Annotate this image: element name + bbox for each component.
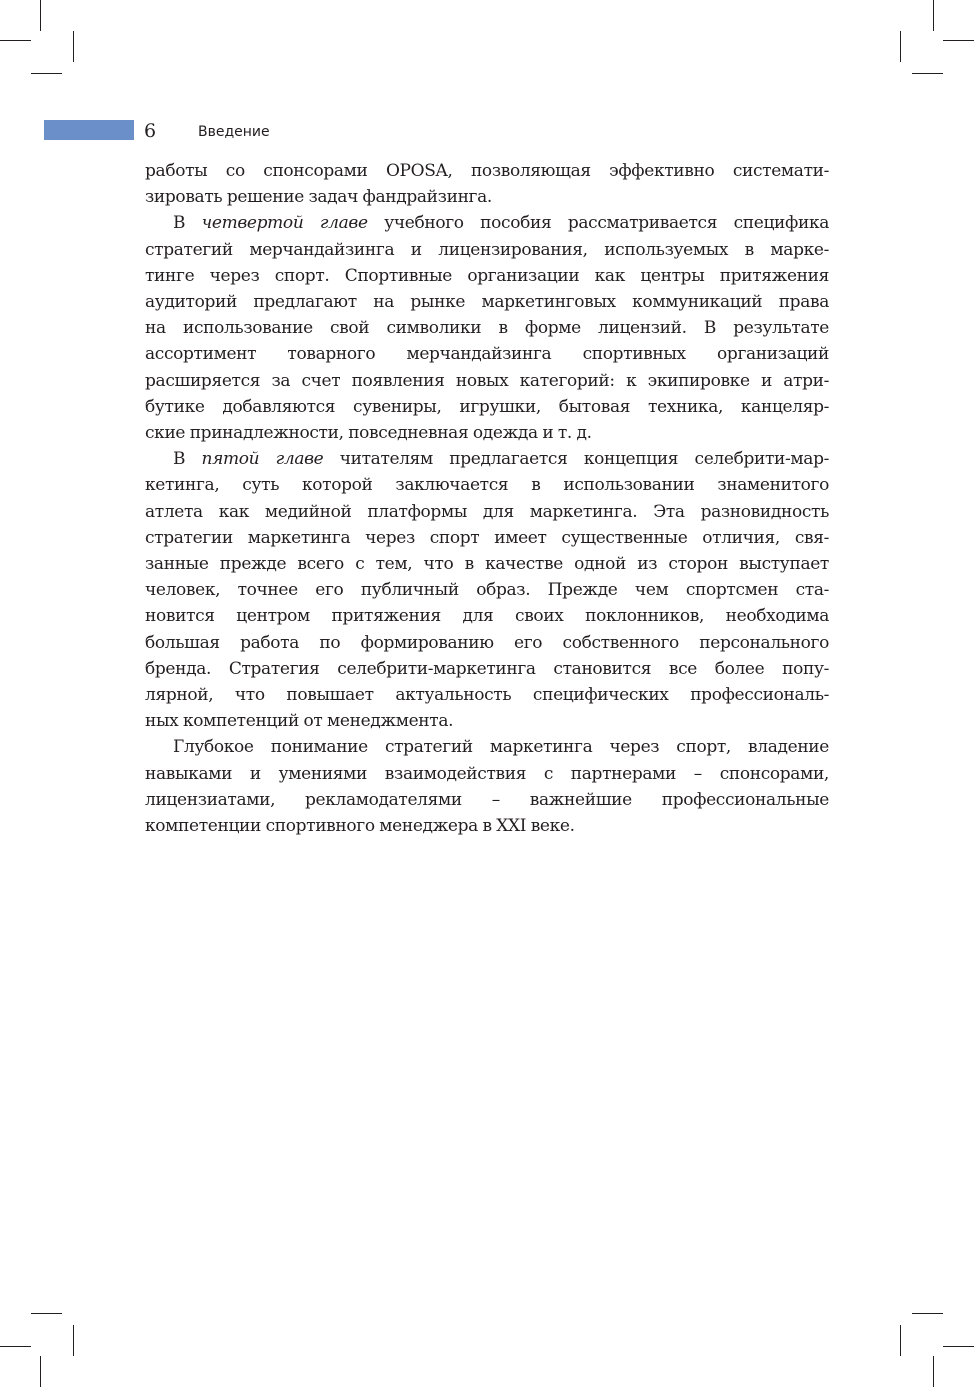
text-line: бутике добавляются сувениры, игрушки, бытовая техника, канцеляр- (145, 396, 829, 417)
text-line: новится центром притяжения для своих поклонников, необходима (145, 606, 829, 627)
crop-mark (900, 31, 901, 62)
text-line: расширяется за счет появления новых категорий: к экипировке и атри- (145, 370, 829, 391)
text-line: человек, точнее его публичный образ. Прежде чем спортсмен ста- (145, 580, 829, 601)
text-line: ассортимент товарного мерчандайзинга спортивных организаций (145, 344, 829, 365)
text-line: бренда. Стратегия селебрити-маркетинга становится все более попу- (145, 658, 829, 679)
text-line: навыками и умениями взаимодействия с партнерами – спонсорами, (145, 763, 829, 784)
text-line: большая работа по формированию его собственного персонального (145, 632, 829, 653)
running-title: Введение (198, 124, 270, 140)
text-line: ных компетенций от менеджмента. (145, 711, 454, 732)
crop-mark (31, 1313, 62, 1314)
crop-mark (900, 1325, 901, 1356)
crop-mark (73, 1325, 74, 1356)
text-line: стратегии маркетинга через спорт имеет существенные отличия, свя- (145, 527, 829, 548)
paragraph (145, 734, 829, 839)
crop-mark (0, 40, 31, 41)
crop-mark (912, 73, 943, 74)
crop-mark (40, 1356, 41, 1387)
paragraph (145, 158, 829, 210)
text-line: на использование свой символики в форме лицензий. В результате (145, 318, 829, 339)
text-line: работы со спонсорами OPOSA, позволяющая эффективно системати- (145, 161, 829, 181)
crop-mark (933, 0, 934, 31)
crop-mark (943, 1346, 974, 1347)
emphasis: четвертой главе (201, 213, 368, 234)
text-line: занные прежде всего с тем, что в качестве одной из сторон выступает (145, 554, 829, 575)
text-line: кетинга, суть которой заключается в использовании знаменитого (145, 475, 829, 496)
crop-mark (943, 40, 974, 41)
text-line: компетенции спортивного менеджера в XXI веке. (145, 816, 575, 837)
header-accent-bar (44, 120, 134, 140)
text-line: аудиторий предлагают на рынке маркетинговых коммуникаций права (145, 292, 829, 313)
text-line: зировать решение задач фандрайзинга. (145, 187, 492, 208)
body-text (145, 158, 829, 839)
crop-mark (31, 73, 62, 74)
crop-mark (933, 1356, 934, 1387)
text-line: ские принадлежности, повседневная одежда и т. д. (145, 423, 592, 444)
emphasis: пятой главе (201, 449, 324, 470)
text-line: Глубокое понимание стратегий маркетинга через спорт, владение (173, 737, 829, 758)
crop-mark (0, 1346, 31, 1347)
text-line: стратегий мерчандайзинга и лицензирования, используемых в марке- (145, 239, 829, 260)
page-number: 6 (144, 120, 157, 142)
crop-mark (73, 31, 74, 62)
text-line: лярной, что повышает актуальность специфических профессиональ- (145, 685, 829, 706)
text-line: В четвертой главе учебного пособия рассматривается специфика (173, 213, 830, 234)
text-line: лицензиатами, рекламодателями – важнейшие профессиональные (145, 789, 829, 810)
text-line: тинге через спорт. Спортивные организации как центры притяжения (145, 265, 829, 286)
paragraph (145, 446, 829, 734)
text-line: В пятой главе читателям предлагается концепция селебрити-мар- (173, 449, 829, 470)
text-line: атлета как медийной платформы для маркетинга. Эта разновидность (145, 501, 829, 522)
paragraph (145, 210, 829, 446)
crop-mark (912, 1313, 943, 1314)
crop-mark (40, 0, 41, 31)
